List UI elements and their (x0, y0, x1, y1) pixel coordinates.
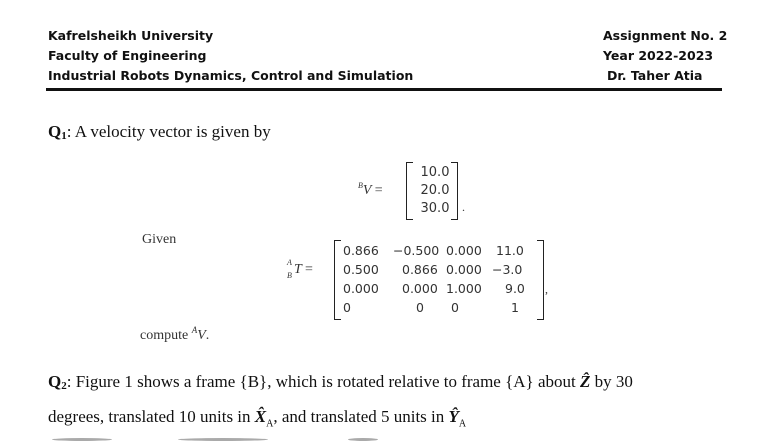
university-name: Kafrelsheikh University (48, 28, 214, 43)
q2-statement-line2: degrees, translated 10 units in $X̂_A$, and translated 5 units in $Ŷ_A$ (48, 407, 467, 430)
matrix-cell: 0.000 (343, 281, 379, 296)
header-rule (46, 88, 722, 91)
q1-text: : A velocity vector is given by (66, 122, 271, 141)
matrix-cell: 0.000 (446, 262, 482, 277)
assignment-number: Assignment No. 2 (603, 28, 728, 43)
matrix-cell: −3.0 (492, 262, 523, 277)
matrix-cell: 0 (343, 300, 351, 315)
academic-year: Year 2022-2023 (603, 48, 714, 63)
matrix-comma: , (545, 282, 548, 296)
matrix-cell: −0.500 (393, 243, 440, 258)
cutoff-text-fragment (48, 436, 608, 441)
vector-cell: 20.0 (420, 183, 450, 198)
matrix-cell: 0.000 (446, 243, 482, 258)
q1-number: $Q_1$ (48, 122, 67, 142)
matrix-cell: 0 (451, 300, 459, 315)
matrix-left-bracket (334, 240, 341, 320)
transform-label: A B T = (287, 258, 313, 280)
matrix-cell: 0.866 (402, 262, 438, 277)
matrix-cell: 0 (416, 300, 424, 315)
vector-period: . (462, 200, 465, 214)
matrix-cell: 0.866 (343, 243, 379, 258)
vector-left-bracket (406, 162, 413, 220)
z-hat-symbol: Ẑ (579, 372, 591, 391)
header-left (48, 26, 413, 86)
matrix-cell: 0.000 (402, 281, 438, 296)
x-hat-symbol: $X̂_A$ (254, 407, 274, 430)
vector-label: $^B$V = (358, 181, 383, 198)
matrix-right-bracket (537, 240, 544, 320)
matrix-cell: 9.0 (505, 281, 525, 296)
y-hat-symbol: $Ŷ_A$ (448, 407, 467, 430)
matrix-cell: 0.500 (343, 262, 379, 277)
vector-cell: 10.0 (420, 165, 450, 180)
matrix-cell: 1.000 (446, 281, 482, 296)
instructor-name: Dr. Taher Atia (607, 68, 703, 83)
compute-instruction: compute $^A$V. (140, 325, 210, 343)
course-name: Industrial Robots Dynamics, Control and Simulation (48, 68, 414, 83)
q2-number: $Q_2$ (48, 372, 67, 392)
header-right (603, 26, 727, 86)
given-label: Given (142, 232, 177, 247)
faculty-name: Faculty of Engineering (48, 48, 207, 63)
vector-right-bracket (451, 162, 458, 220)
matrix-cell: 1 (511, 300, 519, 315)
q1-statement (48, 122, 271, 142)
vector-cell: 30.0 (420, 201, 450, 216)
matrix-cell: 11.0 (496, 243, 524, 258)
q2-statement-line1: $Q_2$: Figure 1 shows a frame {B}, which is rotated relative to frame {A} about Ẑ by 30 (48, 372, 633, 392)
